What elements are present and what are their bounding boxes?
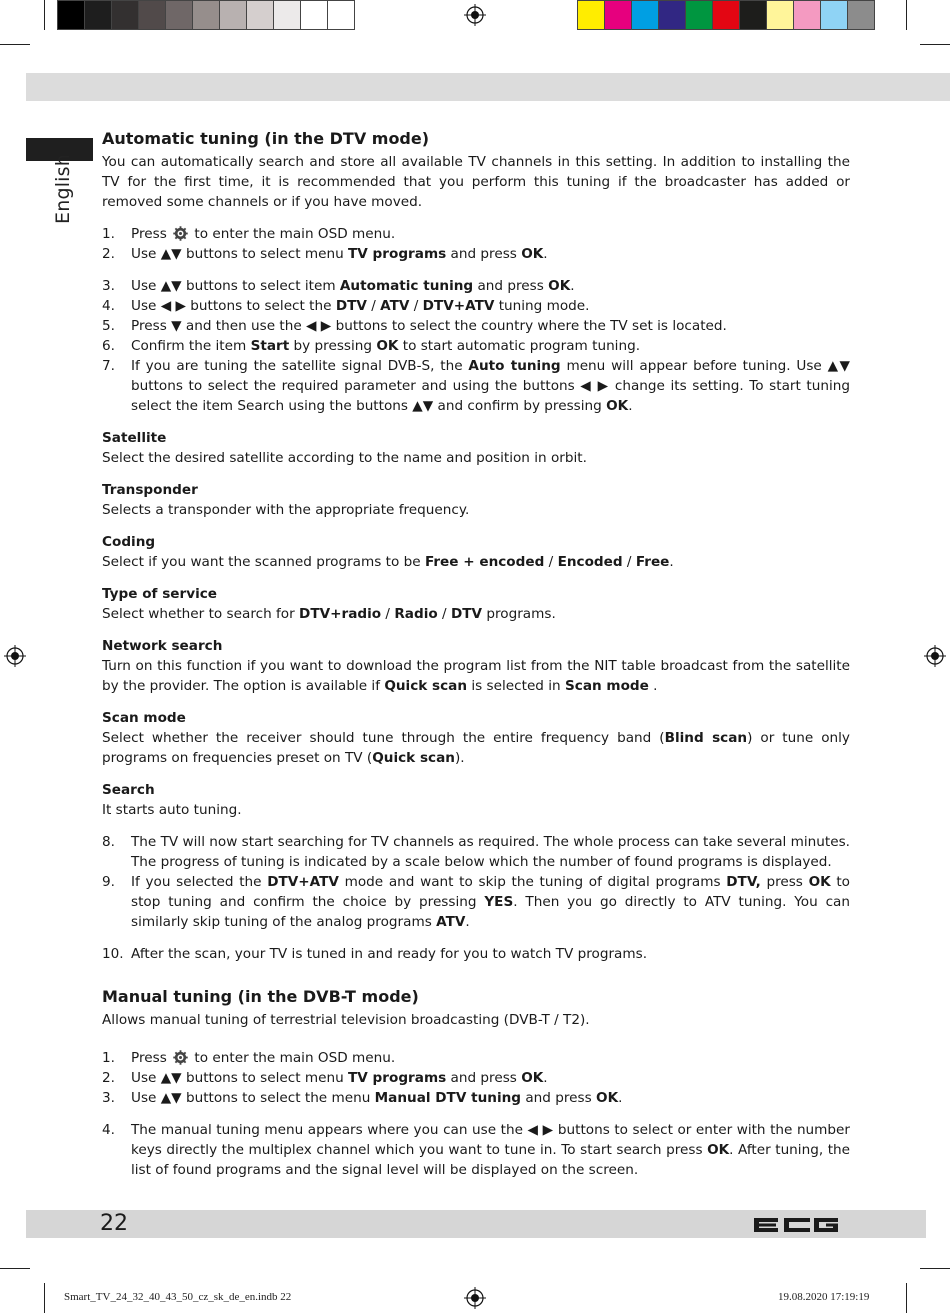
color-swatch: [166, 1, 193, 29]
option-block: [102, 780, 850, 832]
color-swatch: [247, 1, 274, 29]
option-description: [102, 728, 850, 768]
text-run: Use ▲▼ buttons to select menu: [131, 1070, 349, 1086]
bold-term: Auto tuning: [468, 358, 561, 374]
color-swatch: [848, 1, 874, 29]
color-swatch: [578, 1, 605, 29]
option-heading: Scan mode: [102, 710, 186, 726]
color-swatch: [193, 1, 220, 29]
option-block: [102, 708, 850, 780]
bold-term: ATV: [436, 914, 466, 930]
text-run: and press: [446, 246, 522, 262]
step-item: [102, 832, 850, 872]
text-run: /: [409, 298, 423, 314]
option-heading: Coding: [102, 534, 156, 550]
text-run: After the scan, your TV is tuned in and ready for you to watch TV programs.: [131, 946, 648, 962]
color-swatch: [112, 1, 139, 29]
bold-term: OK: [548, 278, 571, 294]
text-run: and press: [473, 278, 549, 294]
step-number: 4.: [102, 1122, 115, 1138]
text-run: by pressing: [289, 338, 377, 354]
bold-term: Free: [635, 554, 670, 570]
bold-term: OK: [808, 874, 831, 890]
crop-mark: [0, 1268, 30, 1269]
text-run: ) or tune only programs on frequencies preset on TV (: [102, 730, 850, 766]
text-run: and press: [446, 1070, 522, 1086]
ecg-logo: [752, 1214, 840, 1236]
color-swatch: [659, 1, 686, 29]
text-run: .: [543, 246, 548, 262]
text-run: . Then you go directly to ATV tuning. You can similarly skip tuning of the analog programs: [131, 894, 850, 930]
text-run: tuning mode.: [494, 298, 590, 314]
text-run: If you selected the: [131, 874, 268, 890]
bold-term: Manual DTV tuning: [374, 1090, 522, 1106]
registration-mark-icon: [924, 645, 946, 667]
text-run: Use ▲▼ buttons to select item: [131, 278, 340, 294]
text-run: .: [628, 398, 633, 414]
text-run: Confirm the item: [131, 338, 251, 354]
bold-term: TV programs: [348, 1070, 447, 1086]
bold-term: DTV,: [726, 874, 761, 890]
steps-list: [102, 832, 850, 932]
bold-term: OK: [606, 398, 629, 414]
step-number: 3.: [102, 1090, 115, 1106]
text-run: to enter the main OSD menu.: [190, 226, 396, 242]
text-run: ).: [454, 750, 465, 766]
header-band: [26, 73, 950, 101]
bold-term: TV programs: [348, 246, 447, 262]
option-heading: Transponder: [102, 482, 198, 498]
steps-list: [102, 224, 850, 264]
text-run: /: [366, 298, 381, 314]
option-description: [102, 552, 850, 572]
text-run: /: [544, 554, 558, 570]
step-number: 5.: [102, 318, 115, 334]
crop-mark: [44, 0, 45, 30]
crop-mark: [906, 1283, 907, 1313]
bold-term: YES: [484, 894, 514, 910]
color-swatch: [767, 1, 794, 29]
bold-term: Start: [250, 338, 290, 354]
color-swatch: [301, 1, 328, 29]
bold-term: OK: [376, 338, 399, 354]
section-intro: You can automatically search and store all available TV channels in this setting. In addition to installing the TV for the first time, it is recommended that you perform this tuning if the broadcaster has added or removed some channels or if you have moved.: [102, 154, 850, 210]
text-run: If you are tuning the satellite signal DVB-S, the: [131, 358, 469, 374]
settings-gear-icon: [173, 226, 188, 241]
step-item: [102, 1120, 850, 1180]
bold-term: Quick scan: [384, 678, 468, 694]
text-run: Use ◀ ▶ buttons to select the: [131, 298, 336, 314]
text-run: to stop tuning and confirm the choice by pressing: [131, 874, 850, 910]
section-title-automatic-tuning: Automatic tuning (in the DTV mode): [102, 129, 430, 148]
text-run: . After tuning, the list of found programs and the signal level will be displayed on the screen.: [131, 1142, 851, 1178]
step-item: [102, 296, 850, 316]
print-slug-file: Smart_TV_24_32_40_43_50_cz_sk_de_en.indb 22: [64, 1291, 292, 1303]
step-number: 9.: [102, 874, 115, 890]
text-run: .: [543, 1070, 548, 1086]
step-number: 2.: [102, 246, 115, 262]
text-run: to start automatic program tuning.: [398, 338, 641, 354]
bold-term: DTV: [335, 298, 367, 314]
text-run: programs.: [482, 606, 556, 622]
text-run: Selects a transponder with the appropriate frequency.: [102, 502, 470, 518]
bold-term: Encoded: [557, 554, 623, 570]
step-number: 1.: [102, 226, 115, 242]
option-block: [102, 584, 850, 636]
color-swatch: [605, 1, 632, 29]
bold-term: OK: [707, 1142, 730, 1158]
crop-mark: [0, 44, 30, 45]
step-number: 2.: [102, 1070, 115, 1086]
option-block: [102, 428, 850, 480]
text-run: mode and want to skip the tuning of digital programs: [338, 874, 727, 890]
bold-term: Free + encoded: [424, 554, 545, 570]
option-block: [102, 532, 850, 584]
text-run: is selected in: [467, 678, 565, 694]
step-item: [102, 224, 850, 244]
registration-mark-icon: [4, 645, 26, 667]
page-content: [102, 128, 850, 1180]
text-run: .: [618, 1090, 623, 1106]
auto-tuning-options: [102, 428, 850, 832]
text-run: menu will appear before tuning. Use ▲▼ buttons to select the required parameter and using the buttons ◀ ▶ change its setting. To start tuning select the item Search using the buttons ▲▼ and confirm by pressing: [131, 358, 850, 414]
bold-term: Automatic tuning: [339, 278, 474, 294]
option-description: [102, 604, 850, 624]
cmyk-color-bar: [577, 0, 875, 30]
bold-term: DTV+ATV: [422, 298, 495, 314]
step-number: 10.: [102, 946, 124, 962]
step-number: 8.: [102, 834, 115, 850]
text-run: Select whether to search for: [102, 606, 300, 622]
step-number: 3.: [102, 278, 115, 294]
bold-term: Radio: [394, 606, 438, 622]
text-run: press: [760, 874, 809, 890]
step-item: [102, 356, 850, 416]
settings-gear-icon: [173, 1050, 188, 1065]
print-slug-date: 19.08.2020 17:19:19: [778, 1291, 870, 1303]
step-number: 7.: [102, 358, 115, 374]
step-number: 1.: [102, 1050, 115, 1066]
bold-term: ATV: [380, 298, 410, 314]
color-swatch: [58, 1, 85, 29]
crop-mark: [906, 0, 907, 30]
crop-mark: [44, 1283, 45, 1313]
bold-term: DTV+radio: [299, 606, 382, 622]
step-item: [102, 244, 850, 264]
bold-term: Blind scan: [664, 730, 748, 746]
option-block: [102, 480, 850, 532]
text-run: .: [648, 678, 658, 694]
text-run: The TV will now start searching for TV channels as required. The whole process can take several minutes. The progress of tuning is indicated by a scale below which the number of found programs is displayed.: [131, 834, 850, 870]
text-run: Press: [131, 1050, 172, 1066]
text-run: Turn on this function if you want to download the program list from the NIT table broadcast from the satellite by the provider. The option is available if: [102, 658, 850, 694]
bold-term: Scan mode: [564, 678, 649, 694]
option-description: [102, 800, 850, 820]
bold-term: OK: [596, 1090, 619, 1106]
color-swatch: [794, 1, 821, 29]
color-swatch: [632, 1, 659, 29]
bold-term: OK: [521, 246, 544, 262]
step-item: [102, 336, 850, 356]
text-run: .: [570, 278, 575, 294]
text-run: .: [669, 554, 674, 570]
section-intro: Allows manual tuning of terrestrial television broadcasting (DVB-T / T2).: [102, 1012, 590, 1028]
text-run: Select if you want the scanned programs to be: [102, 554, 425, 570]
text-run: /: [437, 606, 451, 622]
page-number: 22: [100, 1211, 128, 1236]
option-heading: Network search: [102, 638, 223, 654]
option-description: [102, 448, 850, 468]
step-number: 6.: [102, 338, 115, 354]
text-run: The manual tuning menu appears where you can use the ◀ ▶ buttons to select or enter with the number keys directly the multiplex channel which you want to tune in. To start search press: [131, 1122, 850, 1158]
text-run: It starts auto tuning.: [102, 802, 242, 818]
crop-mark: [920, 1268, 950, 1269]
text-run: and press: [521, 1090, 597, 1106]
steps-list: [102, 944, 850, 964]
color-swatch: [139, 1, 166, 29]
step-item: [102, 944, 850, 964]
color-swatch: [85, 1, 112, 29]
option-heading: Satellite: [102, 430, 167, 446]
option-description: [102, 500, 850, 520]
text-run: to enter the main OSD menu.: [190, 1050, 396, 1066]
text-run: Select the desired satellite according to the name and position in orbit.: [102, 450, 587, 466]
option-block: [102, 636, 850, 708]
text-run: Press: [131, 226, 172, 242]
step-item: [102, 276, 850, 296]
step-item: [102, 316, 850, 336]
step-item: [102, 1088, 850, 1108]
color-swatch: [821, 1, 848, 29]
color-swatch: [686, 1, 713, 29]
text-run: /: [622, 554, 636, 570]
bold-term: DTV: [450, 606, 483, 622]
text-run: /: [381, 606, 395, 622]
bold-term: DTV+ATV: [267, 874, 339, 890]
option-heading: Search: [102, 782, 155, 798]
gray-color-bar: [57, 0, 355, 30]
text-run: .: [465, 914, 470, 930]
registration-mark-icon: [464, 4, 486, 26]
step-item: [102, 1048, 850, 1068]
color-swatch: [713, 1, 740, 29]
section-title-manual-tuning: Manual tuning (in the DVB-T mode): [102, 987, 419, 1006]
step-item: [102, 872, 850, 932]
registration-mark-icon: [464, 1287, 486, 1309]
steps-list: [102, 1120, 850, 1180]
color-swatch: [740, 1, 767, 29]
crop-mark: [920, 44, 950, 45]
steps-list: [102, 1048, 850, 1108]
color-swatch: [220, 1, 247, 29]
language-label: English: [52, 153, 74, 224]
text-run: Use ▲▼ buttons to select menu: [131, 246, 349, 262]
option-description: [102, 656, 850, 696]
color-swatch: [328, 1, 354, 29]
text-run: Press ▼ and then use the ◀ ▶ buttons to select the country where the TV set is located.: [131, 318, 727, 334]
step-item: [102, 1068, 850, 1088]
text-run: Use ▲▼ buttons to select the menu: [131, 1090, 375, 1106]
bold-term: OK: [521, 1070, 544, 1086]
bold-term: Quick scan: [372, 750, 455, 766]
option-heading: Type of service: [102, 586, 218, 602]
text-run: Select whether the receiver should tune through the entire frequency band (: [102, 730, 665, 746]
steps-list: [102, 276, 850, 416]
color-swatch: [274, 1, 301, 29]
step-number: 4.: [102, 298, 115, 314]
